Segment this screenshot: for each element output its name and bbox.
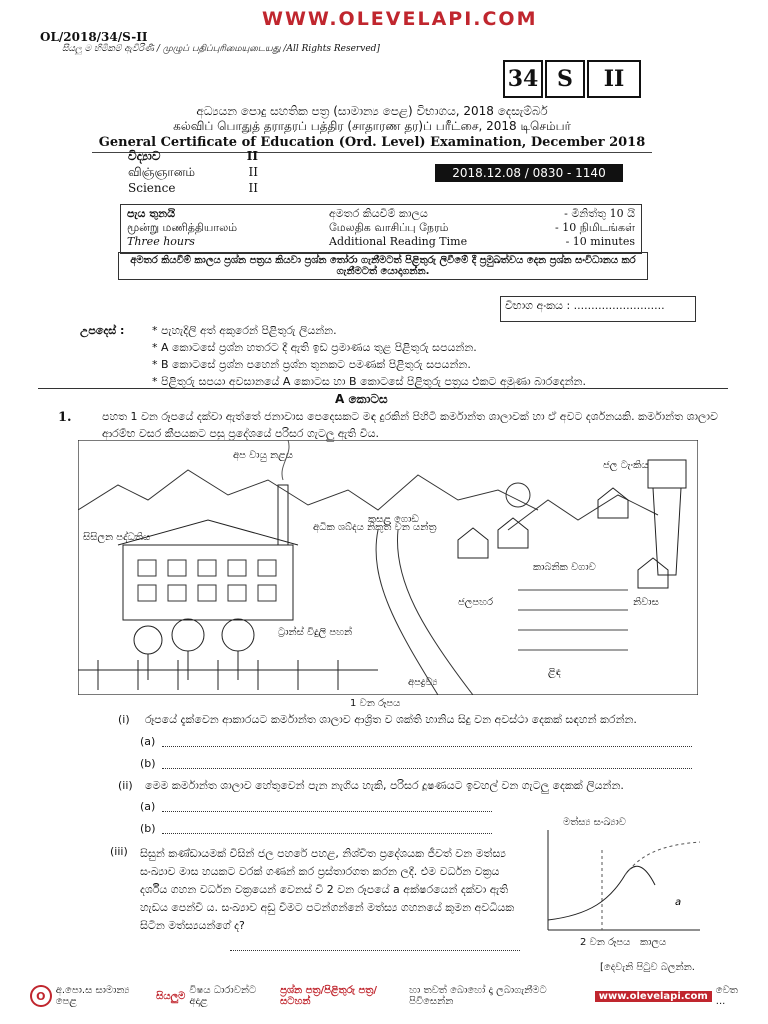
part-text: සිසුන් කණ්ඩායමක් විසින් ජල පහරේ පහළ, නිශ්චිත ප්‍රදේශයක ජීවත් වන මත්ස්‍ය සංඛ්‍යාව මාස හයකට වරක් ගණන් කර ප්‍රස්තාරගත කරන ලදී. එම වර්ධන වක්‍රය දර්ශීය ගහන වර්ධන වක්‍රයෙන් වෙනස් වී 2 වන රූපයේ a අක්ෂරයෙන් දක්වා ඇති හැඩය පෙන්වී ය. සංඛ්‍යාව අඩු වීමට පටන්ගන්නේ මත්ස්‍ය ගහනයේ කුමන අවධියක සිටින මත්ස්‍යයන්ගේ ද?	[140, 847, 515, 932]
paper-code-box-2: S	[545, 60, 585, 98]
instruction-item: * පැහැදිලි අත් අකුරෙන් පිළිතුරු ලියන්න.	[152, 324, 337, 337]
curve-label: a	[675, 897, 682, 908]
part-text: රූපයේ දැක්වෙන ආකාරයට කර්මාන්ත ශාලාව ආශ්‍රිත ව ශක්ති හානිය සිදු වන අවස්ථා දෙකක් සඳහන් කරන්න.	[145, 713, 637, 726]
subject-name-ta: விஞ்ஞானம்	[128, 165, 195, 179]
question-number: 1.	[58, 410, 72, 425]
paper-code-box-1: 34	[503, 60, 543, 98]
label-waste: අපද්‍රව්‍ය	[408, 677, 438, 688]
answer-a-label: (a)	[140, 735, 156, 748]
index-number-field[interactable]: විභාග අංකය : ..........................	[500, 296, 696, 322]
reading-value: - 10 நிமிடங்கள்	[555, 221, 635, 234]
rights-text: සියලු ම හිමිකම් ඇවිරිණි / முழுப் பதிப்புரிமையுடையது /All Rights Reserved]	[62, 44, 380, 54]
figure-1-caption: 1 වන රූපය	[350, 698, 401, 709]
label-garbage: කසළ ගොඩ	[368, 514, 419, 525]
instructions-label: උපදෙස් :	[80, 324, 125, 337]
answer-b-line[interactable]	[162, 833, 492, 834]
paper-code-box-3: II	[587, 60, 641, 98]
footer-text: විෂය ධාරාවන්ට අදාළ	[189, 985, 257, 1007]
label-stream: ජලපහර	[458, 597, 494, 608]
date-time-box: 2018.12.08 / 0830 - 1140	[435, 164, 623, 182]
exam-title-english: General Certificate of Education (Ord. Level) Examination, December 2018	[98, 135, 646, 150]
footer-text: වෙත ...	[715, 985, 738, 1007]
instruction-item: * පිළිතුරු සපයා අවසානයේ A කොටස හා B කොටසේ පිළිතුරු පත්‍රය එකට අමුණා බාරදෙන්න.	[152, 375, 586, 388]
subject-part: II	[248, 181, 258, 195]
instruction-item: * B කොටසේ ප්‍රශ්න පහෙන් ප්‍රශ්න තුනකට පමණක් පිළිතුරු සපයන්න.	[152, 358, 471, 371]
answer-b-line[interactable]	[162, 768, 692, 769]
graph-xlabel: කාලය	[640, 937, 667, 948]
answer-line[interactable]	[230, 950, 520, 951]
answer-a-label: (a)	[140, 800, 156, 813]
label-noisy-machines: අධික ශබ්දය නිකුත් වන යන්ත්‍ර	[313, 522, 437, 533]
exam-title-tamil: கல்விப் பொதுத் தராதரப் பத்திர (சாதாரண தர)ப் பரீட்சை, 2018 டிசெம்பர்	[173, 119, 571, 133]
duration-en: Three hours	[127, 235, 195, 248]
part-number: (ii)	[118, 779, 133, 792]
duration-ta: மூன்று மணித்தியாலம்	[127, 221, 238, 234]
instructions	[80, 322, 586, 390]
figure-1-scene	[78, 440, 698, 695]
subject-part: II	[248, 165, 258, 179]
section-title: A කොටස	[335, 392, 388, 406]
duration-si: පැය තුනයි	[127, 207, 176, 220]
exam-title-sinhala: අධ්‍යයන පොදු සහතික පත්‍ර (සාමාන්‍ය පෙළ) විභාගය, 2018 දෙසැම්බර්	[196, 104, 548, 118]
reading-time-note: අමතර කියවීම් කාලය ප්‍රශ්න පත්‍රය කියවා ප්‍රශ්න තෝරා ගැනීමටත් පිළිතුරු ලිවීමේ දී ප්‍රමුඛත්වය දෙන ප්‍රශ්න සංවිධානය කර ගැනීමටත් යොදාගන්න.	[118, 252, 648, 280]
footer-highlight: ප්‍රශ්න පත්‍ර/පිළිතුරු පත්‍ර/සටහන්	[280, 985, 378, 1007]
footer-url-link[interactable]: www.olevelapi.com	[595, 991, 712, 1002]
footer-highlight: සියලුම	[156, 990, 186, 1002]
subject-name-si: විද්‍යාව	[128, 149, 161, 163]
footer-text: හා තවත් බොහෝ දෑ ලබාගැනීමට පිවිසෙන්න	[409, 985, 547, 1007]
site-watermark-url: WWW.OLEVELAPI.COM	[262, 8, 538, 30]
reading-label: மேலதிக வாசிப்பு நேரம்	[329, 221, 449, 234]
footer	[30, 985, 750, 1007]
turn-page-note: [දෙවැනි පිටුව බලන්න.	[600, 962, 695, 973]
label-organic-crop: කාබනික වගාව	[533, 562, 596, 573]
subject-name-en: Science	[128, 181, 176, 195]
graph-ylabel: මත්ස්‍ය සංඛ්‍යාව	[563, 817, 626, 828]
figure-2-graph	[530, 820, 710, 950]
footer-text: අ.පො.ස සාමාන්‍ය පෙළ	[55, 985, 130, 1007]
exam-title	[92, 104, 652, 153]
part-number: (iii)	[110, 845, 128, 858]
label-houses: නිවාස	[633, 597, 659, 608]
label-cooling: සිසිලන පද්ධතිය	[83, 532, 151, 543]
reading-label: අමතර කියවීම් කාලය	[329, 207, 428, 220]
paper-code-text: OL/2018/34/S-II	[40, 30, 148, 44]
duration-box	[120, 204, 642, 254]
reading-value: - මිනිත්තු 10 යි	[564, 207, 635, 220]
label-well: ළිඳ	[548, 667, 561, 678]
question-text: පහත 1 වන රූපයේ දක්වා ඇත්තේ ජනාවාස පෙදෙසකට මඳ දුරකින් පිහිටි කර්මාන්ත ශාලාවක් හා ඒ අවට දර්ශනයකි. කර්මාන්ත ශාලාව ආරම්භ වසර කීපයකට පසු ප්‍රදේශයේ පරිසර ගැටලු ඇති විය.	[102, 410, 718, 440]
part-text: මෙම කර්මාන්ත ශාලාව හේතුවෙන් පැන නැගිය හැකි, පරිසර දූෂණයට ඉවහල් වන ගැටලු දෙකක් ලියන්න.	[145, 779, 624, 792]
olevelapi-logo-icon: O	[30, 985, 52, 1007]
reading-label: Additional Reading Time	[329, 235, 468, 248]
instruction-item: * A කොටසේ ප්‍රශ්න හතරට දී ඇති ඉඩ ප්‍රමාණය තුළ පිළිතුරු සපයන්න.	[152, 341, 477, 354]
part-number: (i)	[118, 713, 130, 726]
graph-caption: 2 වන රූපය	[580, 937, 631, 948]
divider	[38, 388, 728, 389]
label-smoke: අප වායු නළය	[233, 450, 293, 461]
answer-a-line[interactable]	[162, 811, 492, 812]
subject-part: II	[246, 149, 258, 163]
subject-block	[128, 148, 258, 196]
label-lights: ට්‍රාන්ස් විදුලි පහන්	[278, 627, 353, 638]
answer-a-line[interactable]	[162, 746, 692, 747]
reading-value: - 10 minutes	[565, 235, 635, 248]
label-water-tank: ජල ටැංකිය	[603, 460, 649, 471]
answer-b-label: (b)	[140, 822, 156, 835]
answer-b-label: (b)	[140, 757, 156, 770]
